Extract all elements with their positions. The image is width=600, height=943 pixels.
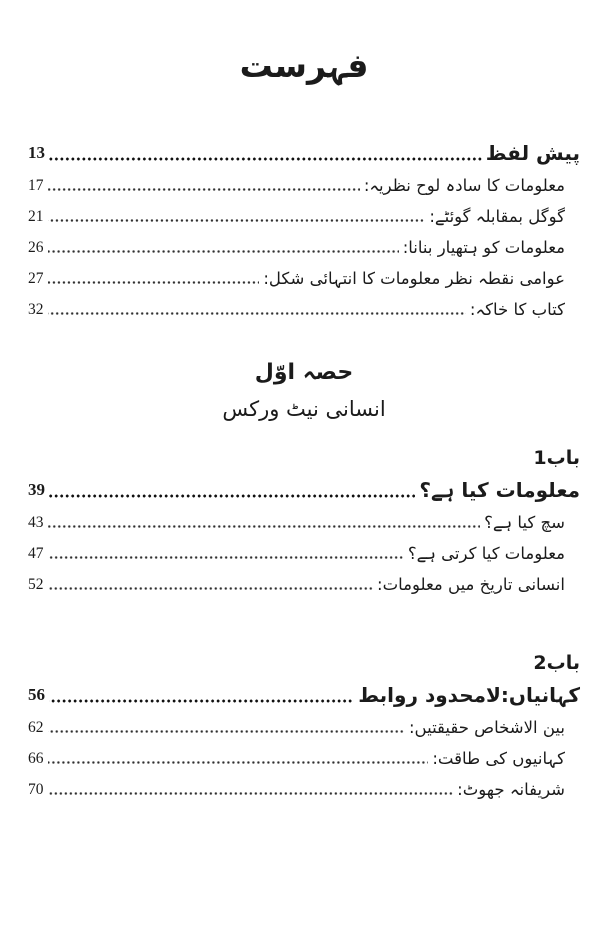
part-heading-line2: انسانی نیٹ ورکس (222, 397, 386, 421)
toc-entry (28, 473, 580, 507)
toc-page-number: 13 (28, 143, 45, 162)
toc-entry (28, 569, 580, 600)
toc-entry-label: کہانیاں:لامحدود روابط (358, 683, 580, 707)
toc-entry-label: گوگل بمقابلہ گوئٹے: (429, 207, 565, 226)
toc-entry (28, 712, 580, 743)
toc-entry-label: بین الاشخاص حقیقتیں: (408, 718, 565, 737)
toc-entry-label: شریفانہ جھوٹ: (457, 780, 565, 799)
dot-leader (48, 729, 405, 734)
toc-page-number: 62 (28, 719, 44, 736)
toc-page-number: 47 (28, 545, 44, 562)
toc-entry-label: کہانیوں کی طاقت: (432, 749, 565, 768)
chapter2-section (28, 678, 580, 805)
part-heading-line1: حصہ اوّل (254, 360, 354, 385)
dot-leader (48, 586, 374, 591)
toc-page-number: 70 (28, 781, 44, 798)
toc-entry (28, 170, 580, 201)
toc-page-number: 43 (28, 514, 44, 531)
dot-leader (48, 791, 454, 796)
toc-entry-label: معلومات کیا ہے؟ (419, 478, 580, 502)
dot-leader (48, 280, 260, 285)
toc-entry (28, 774, 580, 805)
chapter1-section (28, 473, 580, 600)
chapter-heading: باب1 (533, 447, 580, 469)
toc-page-number: 39 (28, 480, 45, 499)
toc-entry (28, 538, 580, 569)
toc-entry-label: معلومات کیا کرتی ہے؟ (407, 544, 565, 563)
dot-leader (49, 698, 354, 704)
preface-section (28, 136, 580, 325)
toc-entry (28, 201, 580, 232)
dot-leader (48, 555, 404, 560)
toc-entry-label: کتاب کا خاکہ: (469, 300, 565, 319)
dot-leader (48, 218, 426, 223)
chapter-heading: باب2 (533, 652, 580, 674)
toc-entry-label: پیش لفظ (485, 141, 580, 165)
toc-entry-label: سچ کیا ہے؟ (484, 513, 565, 532)
toc-entry-label: انسانی تاریخ میں معلومات: (377, 575, 565, 594)
toc-entry (28, 678, 580, 712)
toc-page-number: 56 (28, 685, 45, 704)
toc-entry (28, 232, 580, 263)
toc-entry (28, 743, 580, 774)
dot-leader (49, 493, 415, 499)
toc-entry (28, 294, 580, 325)
page-title: فہرست (239, 46, 369, 85)
toc-page-number: 27 (28, 270, 44, 287)
toc-entry (28, 263, 580, 294)
dot-leader (49, 156, 482, 162)
toc-entry (28, 136, 580, 170)
toc-page-number: 21 (28, 208, 44, 225)
dot-leader (48, 187, 360, 192)
dot-leader (48, 524, 481, 529)
toc-entry-label: معلومات کا سادہ لوح نظریہ: (363, 176, 565, 195)
toc-page-number: 26 (28, 239, 44, 256)
toc-page-number: 32 (28, 301, 44, 318)
toc-page (0, 30, 600, 805)
toc-entry-label: معلومات کو ہتھیار بنانا: (402, 238, 565, 257)
dot-leader (48, 760, 429, 765)
toc-page-number: 66 (28, 750, 44, 767)
toc-page-number: 17 (28, 177, 44, 194)
dot-leader (48, 249, 399, 254)
dot-leader (48, 311, 466, 316)
part-heading (28, 355, 580, 427)
toc-page-number: 52 (28, 576, 44, 593)
toc-entry-label: عوامی نقطہ نظر معلومات کا انتہائی شکل: (263, 269, 565, 288)
toc-entry (28, 507, 580, 538)
